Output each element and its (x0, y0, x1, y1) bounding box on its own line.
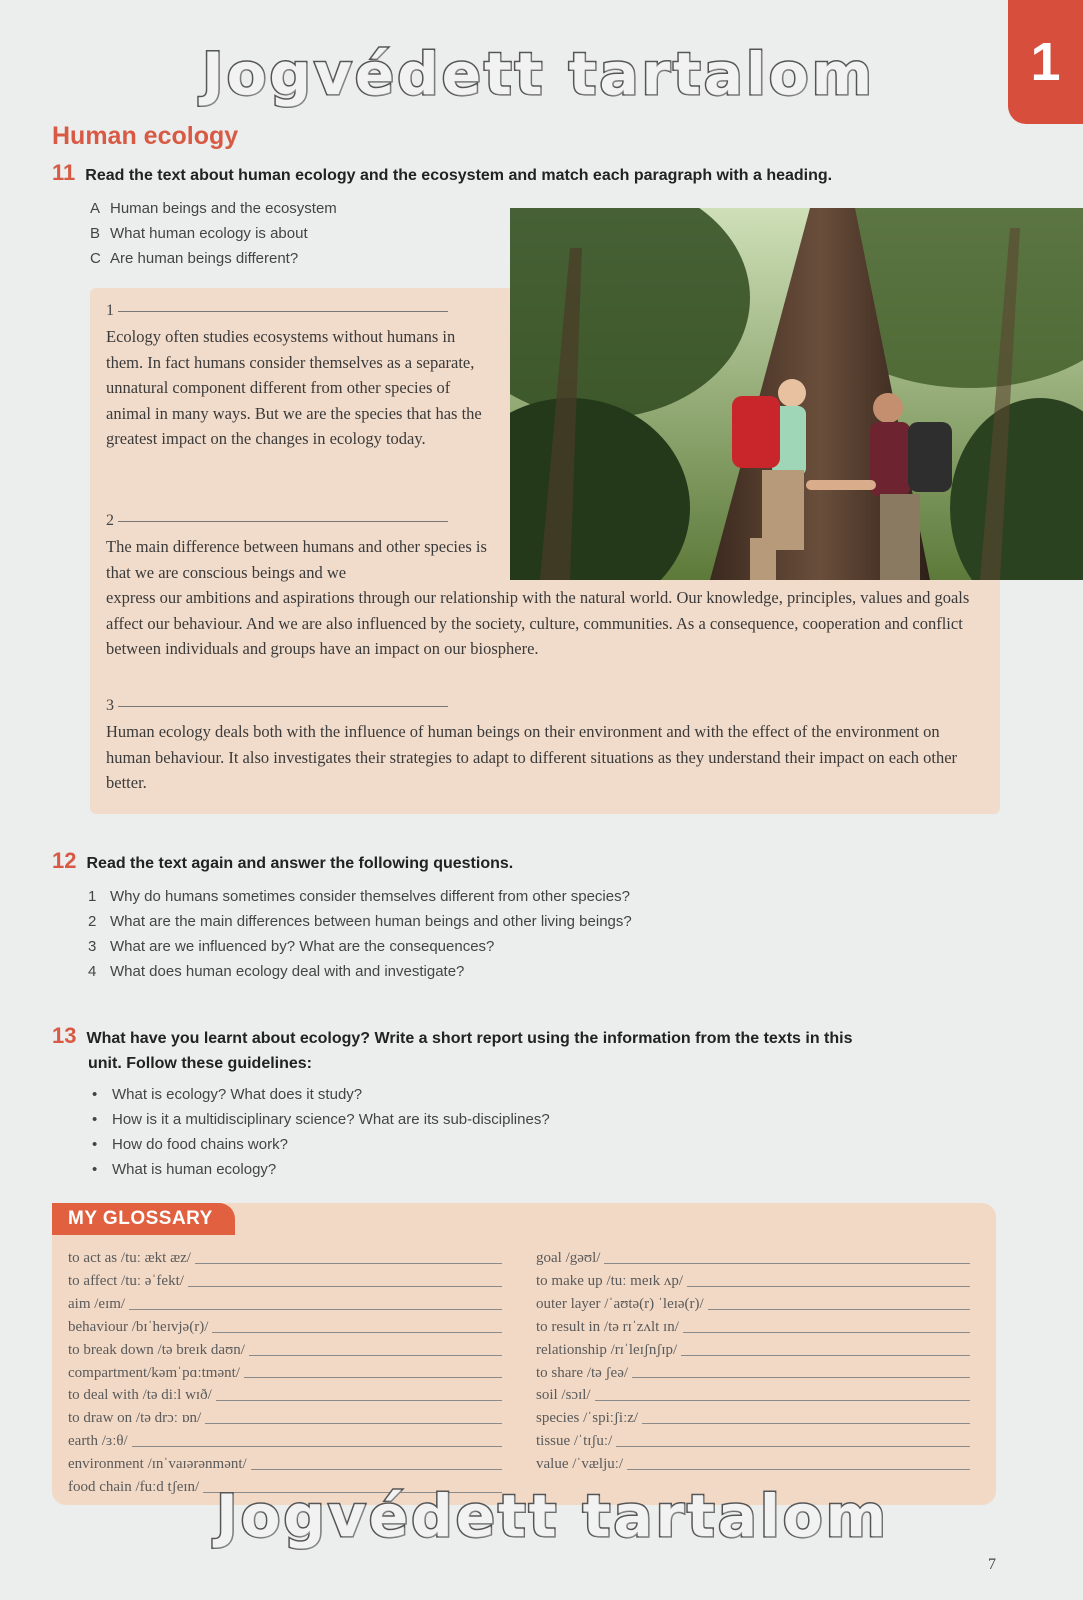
exercise-text: Read the text again and answer the following questions. (86, 855, 514, 872)
heading-option: C Are human beings different? (90, 250, 299, 267)
question-item: 3 What are we influenced by? What are the consequences? (88, 938, 495, 955)
heading-option: B What human ecology is about (90, 225, 308, 242)
glossary-entry: aim /eɪm/ (68, 1293, 502, 1316)
answer-blank (118, 310, 448, 312)
guideline-item: • How do food chains work? (92, 1136, 288, 1153)
glossary-entry: to affect /tuː əˈfekt/ (68, 1270, 502, 1293)
section-title: Human ecology (52, 122, 239, 150)
glossary-entry: value /ˈvæljuː/ (536, 1453, 970, 1476)
guideline-item: • What is human ecology? (92, 1161, 277, 1178)
exercise-number: 13 (52, 1023, 77, 1048)
glossary-entry: to deal with /tə diːl wɪð/ (68, 1384, 502, 1407)
page-number: 7 (988, 1556, 996, 1573)
answer-blank (118, 520, 448, 522)
paragraph-1-number: 1 (106, 302, 448, 320)
exercise-11-instruction (52, 160, 832, 186)
glossary-entry: earth /ɜːθ/ (68, 1430, 502, 1453)
glossary-entry: to share /tə ʃeə/ (536, 1362, 970, 1385)
exercise-text: Read the text about human ecology and the ecosystem and match each paragraph with a heading. (85, 167, 833, 184)
watermark-bottom: Jogvédett tartalom (216, 1482, 890, 1550)
exercise-number: 11 (52, 160, 76, 185)
glossary-entry: to result in /tə rɪˈzʌlt ɪn/ (536, 1316, 970, 1339)
paragraph-2-continued: express our ambitions and aspirations through our relationship with the natural world. Our knowledge, principles, values and goals affect our behaviour. And we are also influenced by the society, culture, communities. As a consequence, cooperation and conflict between individuals and groups have an impact on our biosphere. (106, 588, 970, 658)
guideline-item: • What is ecology? What does it study? (92, 1086, 363, 1103)
watermark-top: Jogvédett tartalom (202, 40, 876, 108)
heading-option: A Human beings and the ecosystem (90, 200, 337, 217)
glossary-entry: compartment/kəmˈpɑːtmənt/ (68, 1362, 502, 1385)
tree-hugging-photo (510, 208, 1083, 580)
glossary-entry: to make up /tuː meɪk ʌp/ (536, 1270, 970, 1293)
heading-options (90, 196, 337, 271)
guideline-list (92, 1082, 550, 1182)
glossary-entry: to act as /tuː ækt æz/ (68, 1247, 502, 1270)
question-list (88, 884, 632, 984)
exercise-text-continued: unit. Follow these guidelines: (88, 1055, 313, 1072)
question-item: 1 Why do humans sometimes consider themselves different from other species? (88, 888, 630, 905)
glossary-entry: behaviour /bɪˈheɪvjə(r)/ (68, 1316, 502, 1339)
answer-blank (118, 705, 448, 707)
glossary-left-column (68, 1247, 502, 1499)
paragraph-2-start: The main difference between humans and other species is that we are conscious beings and we (106, 537, 487, 582)
exercise-number: 12 (52, 848, 77, 873)
exercise-13-instruction (52, 1023, 852, 1076)
glossary-entry: environment /ɪnˈvaɪərənmənt/ (68, 1453, 502, 1476)
glossary-right-column (536, 1247, 970, 1476)
glossary-entry: goal /gəʊl/ (536, 1247, 970, 1270)
guideline-item: • How is it a multidisciplinary science? What are its sub-disciplines? (92, 1111, 550, 1128)
question-item: 2 What are the main differences between human beings and other living beings? (88, 913, 632, 930)
paragraph-3-number: 3 (106, 697, 448, 715)
glossary-entry: outer layer /ˈaʊtə(r) ˈleɪə(r)/ (536, 1293, 970, 1316)
glossary-entry: tissue /ˈtɪʃuː/ (536, 1430, 970, 1453)
exercise-text: What have you learnt about ecology? Write a short report using the information from the texts in this (86, 1030, 853, 1047)
glossary-entry: to break down /tə breɪk daʊn/ (68, 1339, 502, 1362)
unit-number-tab: 1 (1008, 0, 1083, 124)
paragraph-2-number: 2 (106, 512, 448, 530)
glossary-entry: to draw on /tə drɔː ɒn/ (68, 1407, 502, 1430)
paragraph-1: Ecology often studies ecosystems without humans in them. In fact humans consider themselves as a separate, unnatural component different from other species of animal in many ways. But we are the species that has the greatest impact on the changes in ecology today. (106, 327, 482, 448)
glossary-entry: soil /sɔɪl/ (536, 1384, 970, 1407)
glossary-title: MY GLOSSARY (52, 1203, 235, 1235)
glossary-entry: relationship /rɪˈleɪʃnʃɪp/ (536, 1339, 970, 1362)
glossary-entry: species /ˈspiːʃiːz/ (536, 1407, 970, 1430)
glossary-entry: food chain /fuːd tʃeɪn/ (68, 1476, 502, 1499)
question-item: 4 What does human ecology deal with and investigate? (88, 963, 465, 980)
paragraph-3: Human ecology deals both with the influence of human beings on their environment and with the effect of the environment on human behaviour. It also investigates their strategies to adapt to different situations as they understand their impact on each other better. (106, 722, 958, 792)
exercise-12-instruction (52, 848, 513, 874)
